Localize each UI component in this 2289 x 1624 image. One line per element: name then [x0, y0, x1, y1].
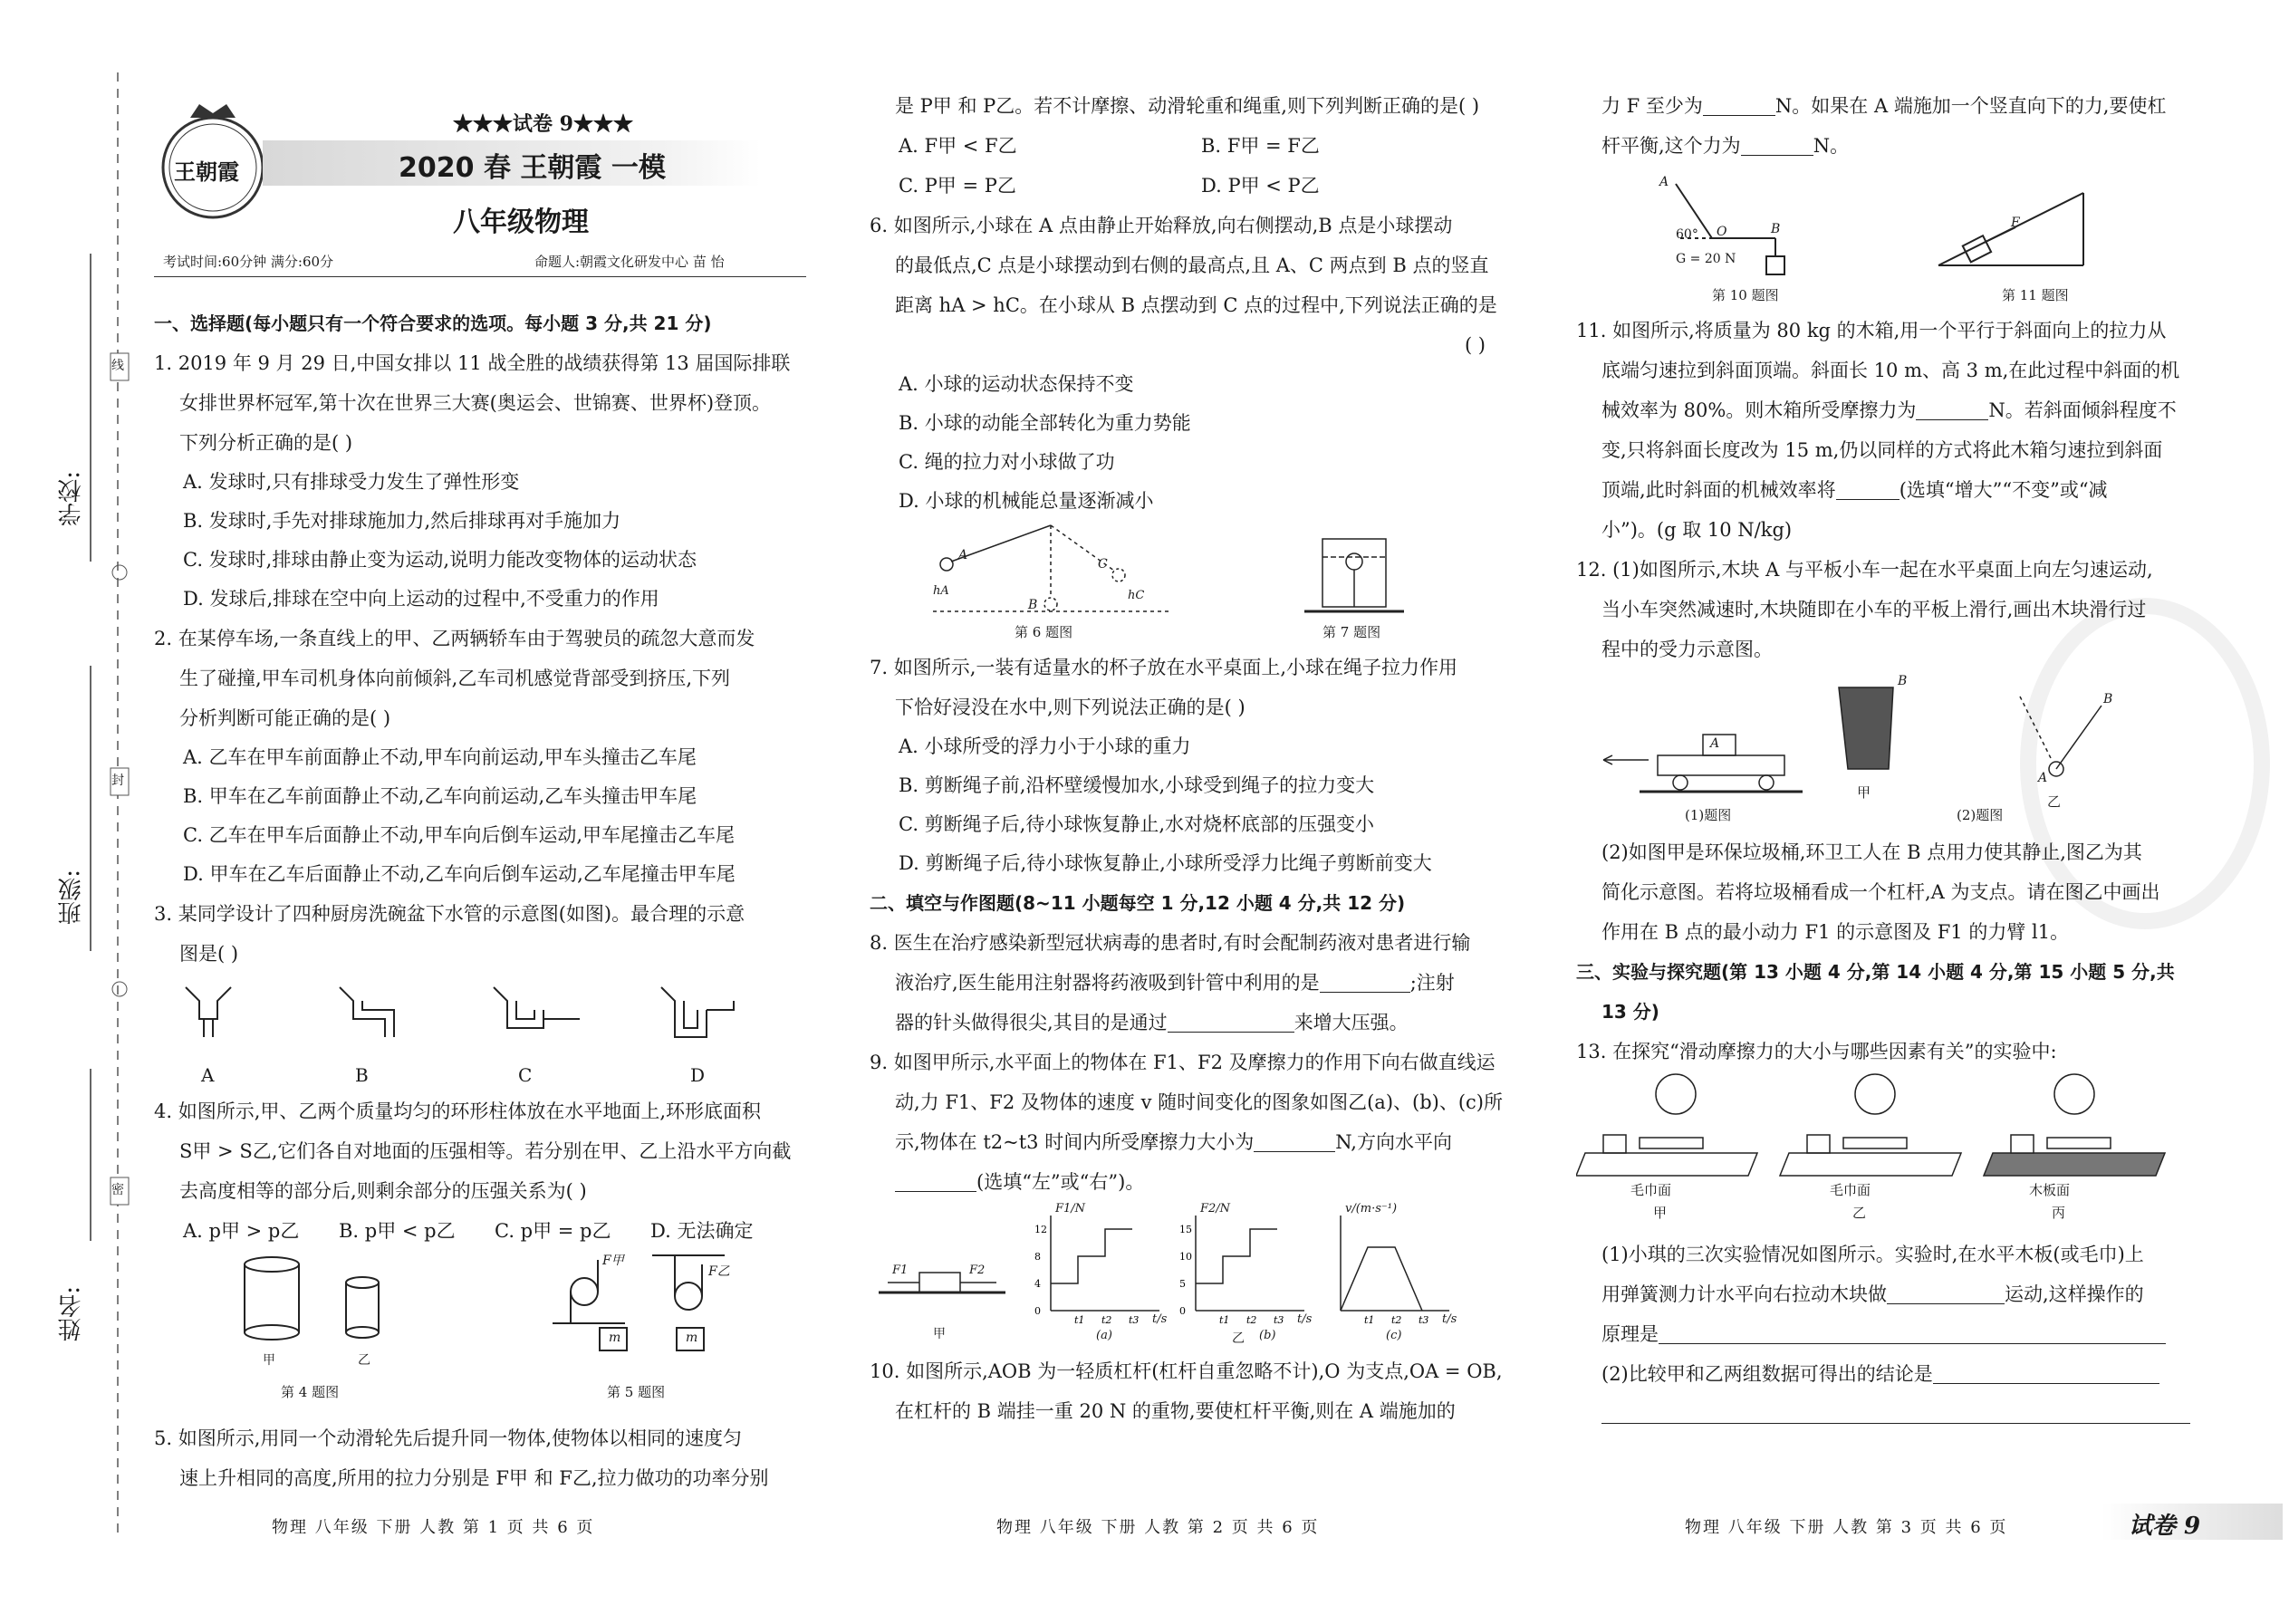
q13-part2-text: (2)比较甲和乙两组数据可得出的结论是 — [1601, 1363, 1933, 1385]
q8-line3-b: 来增大压强。 — [1294, 1012, 1409, 1033]
q13-surface-2: 毛巾面 — [1830, 1182, 1871, 1198]
q13-label-jia: 甲 — [1653, 1205, 1668, 1221]
q13-part1-line2 — [1601, 1274, 2210, 1314]
q9-cap-b: (b) — [1259, 1329, 1276, 1342]
q6-caption: 第 6 题图 — [1015, 624, 1073, 640]
q12-part2-line1: (2)如图甲是环保垃圾桶,环卫工人在 B 点用力使其静止,图乙为其 — [1601, 841, 2142, 863]
q5-options-row2 — [899, 166, 1504, 206]
q12-line1: 12. (1)如图所示,木块 A 与平板小车一起在水平桌面上向左匀速运动, — [1576, 559, 2153, 581]
q11-line6: 小”)。(g 取 10 N/kg) — [1601, 519, 1793, 541]
q4-fig-b: 乙 — [358, 1353, 370, 1368]
q1-option-c: C. 发球时,排球由静止变为运动,说明力能改变物体的运动状态 — [183, 549, 697, 571]
q11-line5 — [1601, 470, 2210, 510]
q4-fig-a: 甲 — [263, 1353, 275, 1368]
q13-part2-line2 — [1601, 1394, 2210, 1434]
exam-meta-left: 考试时间:60分钟 满分:60分 — [163, 254, 334, 270]
school-label: 学校: — [58, 471, 85, 526]
q6-label-hc: hC — [1128, 589, 1145, 602]
q4-line3: 去高度相等的部分后,则剩余部分的压强关系为( ) — [179, 1180, 587, 1202]
column-2 — [870, 86, 1504, 1620]
seal-char-2: 封 — [111, 774, 124, 788]
q9-cap-a: (a) — [1096, 1329, 1112, 1342]
q5-line2: 速上升相同的高度,所用的拉力分别是 F甲 和 F乙,拉力做功的功率分别 — [179, 1467, 769, 1489]
q12-block-a: A — [1710, 736, 1720, 751]
q1-option-d: D. 发球后,排球在空中向上运动的过程中,不受重力的作用 — [183, 588, 659, 610]
q10-point-b: B — [1771, 222, 1781, 236]
column-1 — [154, 303, 806, 1620]
q1-line1: 1. 2019 年 9 月 29 日,中国女排以 11 战全胜的战绩获得第 13 届国际排联 — [154, 352, 791, 374]
q10-line3-a: 力 F 至少为 — [1601, 95, 1703, 117]
q7-option-d: D. 剪断绳子后,待小球恢复静止,小球所受浮力比绳子剪断前变大 — [899, 852, 1432, 874]
q13-part1-line2-a: 用弹簧测力计水平向右拉动木块做 — [1601, 1283, 1887, 1305]
q7-option-b: B. 剪断绳子前,沿杯壁缓慢加水,小球受到绳子的拉力变大 — [899, 774, 1375, 796]
q9-line2: 动,力 F1、F2 及物体的速度 v 随时间变化的图象如图乙(a)、(b)、(c)所 — [895, 1091, 1503, 1113]
q7-line1: 7. 如图所示,一装有适量水的杯子放在水平桌面上,小球在绳子拉力作用 — [870, 657, 1458, 678]
footer-paper-tag — [2101, 1504, 2283, 1540]
q12-point-b-jia: B — [1898, 674, 1908, 688]
q3-label-d: D — [690, 1064, 706, 1086]
q9-line3-a: 示,物体在 t2~t3 时间内所受摩擦力大小为 — [895, 1131, 1255, 1153]
q10-line1: 10. 如图所示,AOB 为一轻质杠杆(杠杆自重忽略不计),O 为支点,OA = OB, — [870, 1360, 1503, 1382]
q4-line2: S甲 > S乙,它们各自对地面的压强相等。若分别在甲、乙上沿水平方向截 — [179, 1140, 792, 1162]
q10-point-o: O — [1717, 225, 1727, 239]
q13-surface-1: 毛巾面 — [1630, 1182, 1672, 1198]
q10-line2: 在杠杆的 B 端挂一重 20 N 的重物,要使杠杆平衡,则在 A 端施加的 — [895, 1400, 1456, 1422]
q9-xtick-label: t2 — [1246, 1314, 1257, 1326]
q12-line3: 程中的受力示意图。 — [1601, 639, 1773, 660]
q9-ytick-label: 15 — [1179, 1224, 1192, 1235]
q4-caption: 第 4 题图 — [281, 1384, 340, 1400]
footer-page-1: 物理 八年级 下册 人教 第 1 页 共 6 页 — [272, 1518, 595, 1537]
q13-blank-3[interactable] — [1933, 1363, 2159, 1384]
q6-point-a: A — [958, 548, 968, 562]
q7-caption: 第 7 题图 — [1322, 624, 1381, 640]
q13-label-bing: 丙 — [2052, 1205, 2066, 1221]
binding-lines — [0, 0, 136, 1620]
q13-part1-line2-b: 运动,这样操作的 — [2005, 1283, 2144, 1305]
q11-line3-a: 械效率为 80%。则木箱所受摩擦力为 — [1601, 399, 1917, 421]
q3-line1: 3. 某同学设计了四种厨房洗碗盆下水管的示意图(如图)。最合理的示意 — [154, 903, 745, 925]
seal-char-1: 线 — [111, 359, 124, 373]
q10-line4-b: N。 — [1813, 135, 1850, 157]
q9-label-jia: 甲 — [933, 1327, 946, 1341]
seal-char-3: 密 — [111, 1183, 124, 1197]
q9-xtick-label: t1 — [1364, 1314, 1375, 1326]
q13-label-yi: 乙 — [1852, 1205, 1867, 1221]
q11-blank-2[interactable] — [1836, 479, 1899, 500]
class-label: 班级: — [58, 870, 85, 925]
q9-step-line — [1051, 1229, 1132, 1283]
q6-option-c: C. 绳的拉力对小球做了功 — [899, 451, 1115, 473]
q9-xtick-label: t1 — [1219, 1314, 1230, 1326]
name-label: 姓名: — [58, 1286, 85, 1341]
q5-option-a: A. F甲 < F乙 — [899, 135, 1017, 157]
section-2-title: 二、填空与作图题(8~11 小题每空 1 分,12 小题 4 分,共 12 分) — [870, 892, 1406, 914]
q5-label-f2: F乙 — [708, 1264, 730, 1279]
q8-blank-1[interactable] — [1320, 972, 1410, 993]
q4-option-b: B. p甲 < p乙 — [339, 1220, 456, 1242]
pendulum-beaker-diagram — [870, 521, 1504, 620]
q10-line3-b: N。如果在 A 端施加一个竖直向下的力,要使杠 — [1774, 95, 2167, 117]
logo-text: 王朝霞 — [174, 159, 239, 185]
q5-line3: 是 P甲 和 P乙。若不计摩擦、动滑轮重和绳重,则下列判断正确的是( ) — [895, 95, 1480, 117]
q9-xtick-label: t2 — [1391, 1314, 1402, 1326]
q5-mass-2: m — [686, 1331, 698, 1345]
q9-velocity-line — [1341, 1247, 1422, 1311]
q9-line3-b: N,方向水平向 — [1335, 1131, 1452, 1153]
q9-step-line — [1196, 1229, 1277, 1283]
q10-blank-2[interactable] — [1741, 135, 1813, 156]
q5-mass-1: m — [609, 1331, 621, 1345]
q11-caption: 第 11 题图 — [2002, 287, 2069, 303]
q5-option-c: C. P甲 = P乙 — [899, 175, 1016, 197]
q10-line3 — [1601, 86, 2210, 126]
q13-blank-1[interactable] — [1887, 1283, 2005, 1304]
binding-strip — [0, 0, 136, 1620]
q2-line1: 2. 在某停车场,一条直线上的甲、乙两辆轿车由于驾驶员的疏忽大意而发 — [154, 628, 755, 649]
q8-line2-b: ;注射 — [1409, 972, 1455, 994]
q7-option-a: A. 小球所受的浮力小于小球的重力 — [899, 735, 1191, 757]
header — [154, 91, 806, 272]
q8-line2 — [895, 963, 1504, 1003]
q9-ylabel-b: F2/N — [1200, 1202, 1231, 1216]
q13-line1: 13. 在探究“滑动摩擦力的大小与哪些因素有关”的实验中: — [1576, 1041, 2057, 1062]
q11-line4: 变,只将斜面长度改为 15 m,仍以同样的方式将此木箱匀速拉到斜面 — [1601, 439, 2163, 461]
q2-line2: 生了碰撞,甲车司机身体向前倾斜,乙车司机感觉背部受到挤压,下列 — [179, 668, 731, 689]
q9-ytick-label: 0 — [1179, 1305, 1186, 1317]
q6-line1: 6. 如图所示,小球在 A 点由静止开始释放,向右侧摆动,B 点是小球摆动 — [870, 215, 1453, 236]
q4-option-a: A. p甲 > p乙 — [183, 1220, 300, 1242]
q8-blank-2[interactable] — [1168, 1012, 1294, 1033]
q9-label-yi: 乙 — [1232, 1331, 1245, 1346]
q8-line1: 8. 医生在治疗感染新型冠状病毒的患者时,有时会配制药液对患者进行输 — [870, 932, 1471, 954]
q10-blank-1[interactable] — [1703, 95, 1775, 116]
q9-xlabel-a: t/s — [1152, 1312, 1168, 1326]
q9-graphs — [870, 1202, 1504, 1329]
q9-cap-c: (c) — [1386, 1329, 1402, 1342]
q13-part1-line1: (1)小琪的三次实验情况如图所示。实验时,在水平木板(或毛巾)上 — [1601, 1244, 2144, 1265]
q10-line4-a: 杆平衡,这个力为 — [1601, 135, 1741, 157]
q11-line5-a: 顶端,此时斜面的机械效率将 — [1601, 479, 1836, 501]
section-3-title: 三、实验与探究题(第 13 小题 4 分,第 14 小题 4 分,第 15 小题 5 分,共 — [1576, 961, 2175, 983]
q9-ytick-label: 12 — [1034, 1224, 1047, 1235]
q2-line3: 分析判断可能正确的是( ) — [179, 707, 391, 729]
q12-part2-line3: 作用在 B 点的最小动力 F1 的示意图及 F1 的力臂 l1。 — [1601, 921, 2070, 943]
subject-title: 八年级物理 — [453, 207, 589, 238]
q5-caption: 第 5 题图 — [607, 1384, 666, 1400]
q3-line2: 图是( ) — [179, 943, 239, 965]
friction-experiment-diagram — [1576, 1071, 2210, 1198]
q12-part2-line2: 简化示意图。若将垃圾桶看成一个杠杆,A 为支点。请在图乙中画出 — [1601, 881, 2160, 903]
q11-line3 — [1601, 390, 2210, 430]
q9-xtick-label: t3 — [1274, 1314, 1284, 1326]
q12-line2: 当小车突然减速时,木块随即在小车的平板上滑行,画出木块滑行过 — [1601, 599, 2147, 620]
footer-tag-text: 试卷 9 — [2129, 1513, 2201, 1540]
q5-option-b: B. F甲 = F乙 — [1201, 135, 1320, 157]
q12-point-b-yi: B — [2103, 692, 2113, 706]
q5-label-f1: F甲 — [602, 1254, 624, 1268]
paper-tag: ★★★试卷 9★★★ — [453, 112, 633, 136]
q10-angle: 60° — [1676, 227, 1698, 242]
drain-pipes-diagram — [154, 974, 806, 1064]
q9-line4 — [895, 1162, 1504, 1202]
q12-caption-jia: 甲 — [1857, 784, 1871, 801]
q6-line3: 距离 hA > hC。在小球从 B 点摆动到 C 点的过程中,下列说法正确的是 — [895, 294, 1497, 316]
q9-ytick-label: 8 — [1034, 1251, 1041, 1263]
q11-line3-b: N。若斜面倾斜程度不 — [1988, 399, 2177, 421]
q10-q11-figures — [1576, 166, 2210, 311]
q6-line2: 的最低点,C 点是小球摆动到右侧的最高点,且 A、C 两点到 B 点的竖直 — [895, 255, 1489, 276]
q1-line3: 下列分析正确的是( ) — [179, 432, 353, 454]
q9-ytick-label: 10 — [1179, 1251, 1192, 1263]
q13-part2-line1 — [1601, 1354, 2210, 1394]
q9-line4-b: (选填“左”或“右”)。 — [976, 1171, 1145, 1193]
q8-line3-a: 器的针头做得很尖,其目的是通过 — [895, 1012, 1168, 1033]
q6-q7-figures — [870, 521, 1504, 648]
q12-point-a-yi: A — [2038, 771, 2048, 785]
q9-blank-2[interactable] — [895, 1171, 976, 1192]
section-3-title-cont: 13 分) — [1601, 1001, 1659, 1023]
q6-line4: ( ) — [1464, 334, 1486, 356]
q9-figures — [870, 1202, 1504, 1351]
watermark-seal — [2020, 598, 2270, 929]
q9-xtick-label: t1 — [1074, 1314, 1085, 1326]
q10-caption: 第 10 题图 — [1712, 287, 1779, 303]
q2-option-c: C. 乙车在甲车后面静止不动,甲车向后倒车运动,甲车尾撞击乙车尾 — [183, 824, 736, 846]
q11-line1: 11. 如图所示,将质量为 80 kg 的木箱,用一个平行于斜面向上的拉力从 — [1576, 320, 2167, 341]
q2-option-d: D. 甲车在乙车后面静止不动,乙车向后倒车运动,乙车尾撞击甲车尾 — [183, 863, 736, 885]
q6-option-d: D. 小球的机械能总量逐渐减小 — [899, 490, 1154, 512]
q4-q5-figures — [154, 1251, 806, 1418]
q7-option-c: C. 剪断绳子后,待小球恢复静止,水对烧杯底部的压强变小 — [899, 813, 1375, 835]
q9-ytick-label: 4 — [1034, 1278, 1041, 1290]
q13-part1-line3-a: 原理是 — [1601, 1323, 1659, 1345]
q11-line2: 底端匀速拉到斜面顶端。斜面长 10 m、高 3 m,在此过程中斜面的机 — [1601, 360, 2180, 381]
q8-line3 — [895, 1003, 1504, 1043]
header-rule — [154, 276, 806, 277]
q9-blank-1[interactable] — [1254, 1131, 1335, 1152]
q11-blank-1[interactable] — [1916, 399, 1988, 420]
q6-point-b: B — [1028, 598, 1038, 612]
exam-meta-right: 命题人:朝霞文化研发中心 苗 怡 — [534, 254, 725, 270]
q2-option-b: B. 甲车在乙车前面静止不动,乙车向前运动,乙车头撞击甲车尾 — [183, 785, 697, 807]
section-1-title: 一、选择题(每小题只有一个符合要求的选项。每小题 3 分,共 21 分) — [154, 312, 712, 334]
q2-option-a: A. 乙车在甲车前面静止不动,甲车向前运动,甲车头撞击乙车尾 — [183, 746, 697, 768]
q1-line2: 女排世界杯冠军,第十次在世界三大赛(奥运会、世锦赛、世界杯)登顶。 — [179, 392, 772, 414]
q5-option-d: D. P甲 < P乙 — [1201, 175, 1320, 197]
q5-options-row1 — [899, 126, 1504, 166]
q3-label-a: A — [201, 1064, 215, 1086]
q12-caption-yi: 乙 — [2047, 793, 2062, 810]
q13-surface-3: 木板面 — [2029, 1182, 2071, 1198]
q1-option-a: A. 发球时,只有排球受力发生了弹性形变 — [183, 471, 520, 493]
q6-label-ha: hA — [933, 584, 949, 598]
q13-part1-line3 — [1601, 1314, 2210, 1354]
q10-point-a: A — [1659, 175, 1669, 189]
q6-option-a: A. 小球的运动状态保持不变 — [899, 373, 1134, 395]
q13-figures — [1576, 1071, 2210, 1235]
q11-force: F — [2011, 216, 2020, 230]
q9-ytick-label: 0 — [1034, 1305, 1041, 1317]
q6-option-b: B. 小球的动能全部转化为重力势能 — [899, 412, 1191, 434]
q12-caption-1: (1)题图 — [1685, 807, 1732, 823]
q8-line2-a: 液治疗,医生能用注射器将药液吸到针管中利用的是 — [895, 972, 1320, 994]
q4-options — [183, 1211, 806, 1251]
q9-label-f1: F1 — [892, 1264, 909, 1277]
q9-xtick-label: t3 — [1419, 1314, 1429, 1326]
q4-option-d: D. 无法确定 — [650, 1220, 754, 1242]
q9-xlabel-c: t/s — [1442, 1312, 1457, 1326]
q9-xtick-label: t2 — [1101, 1314, 1112, 1326]
exam-title: 2020 春 王朝霞 一模 — [399, 152, 666, 184]
q9-label-f2: F2 — [969, 1264, 986, 1277]
q3-label-c: C — [518, 1064, 533, 1086]
footer-page-2: 物理 八年级 下册 人教 第 2 页 共 6 页 — [996, 1518, 1320, 1537]
q9-ylabel-c: v/(m·s⁻¹) — [1345, 1202, 1398, 1216]
q11-line5-b: (选填“增大”“不变”或“减 — [1899, 479, 2108, 501]
q9-line3 — [895, 1122, 1504, 1162]
q10-line4 — [1601, 126, 2210, 166]
q10-weight: G = 20 N — [1676, 252, 1736, 266]
q9-line1: 9. 如图甲所示,水平面上的物体在 F1、F2 及摩擦力的作用下向右做直线运 — [870, 1052, 1496, 1073]
q9-ylabel-a: F1/N — [1055, 1202, 1086, 1216]
q12-caption-2: (2)题图 — [1957, 807, 2004, 823]
q3-label-b: B — [355, 1064, 369, 1086]
q3-figure — [154, 974, 806, 1091]
q7-line2: 下恰好浸没在水中,则下列说法正确的是( ) — [895, 697, 1245, 718]
q13-blank-4[interactable] — [1601, 1403, 2190, 1424]
q6-point-c: C — [1098, 557, 1108, 572]
q1-option-b: B. 发球时,手先对排球施加力,然后排球再对手施加力 — [183, 510, 621, 532]
q9-ytick-label: 5 — [1179, 1278, 1186, 1290]
q9-xtick-label: t3 — [1129, 1314, 1140, 1326]
footer-page-3: 物理 八年级 下册 人教 第 3 页 共 6 页 — [1685, 1518, 2008, 1537]
q4-option-c: C. p甲 = p乙 — [495, 1220, 611, 1242]
q4-line1: 4. 如图所示,甲、乙两个质量均匀的环形柱体放在水平地面上,环形底面积 — [154, 1100, 762, 1122]
q5-line1: 5. 如图所示,用同一个动滑轮先后提升同一物体,使物体以相同的速度匀 — [154, 1427, 743, 1449]
lever-incline-diagram — [1576, 166, 2210, 283]
q9-xlabel-b: t/s — [1297, 1312, 1313, 1326]
q13-blank-2[interactable] — [1659, 1323, 2166, 1344]
